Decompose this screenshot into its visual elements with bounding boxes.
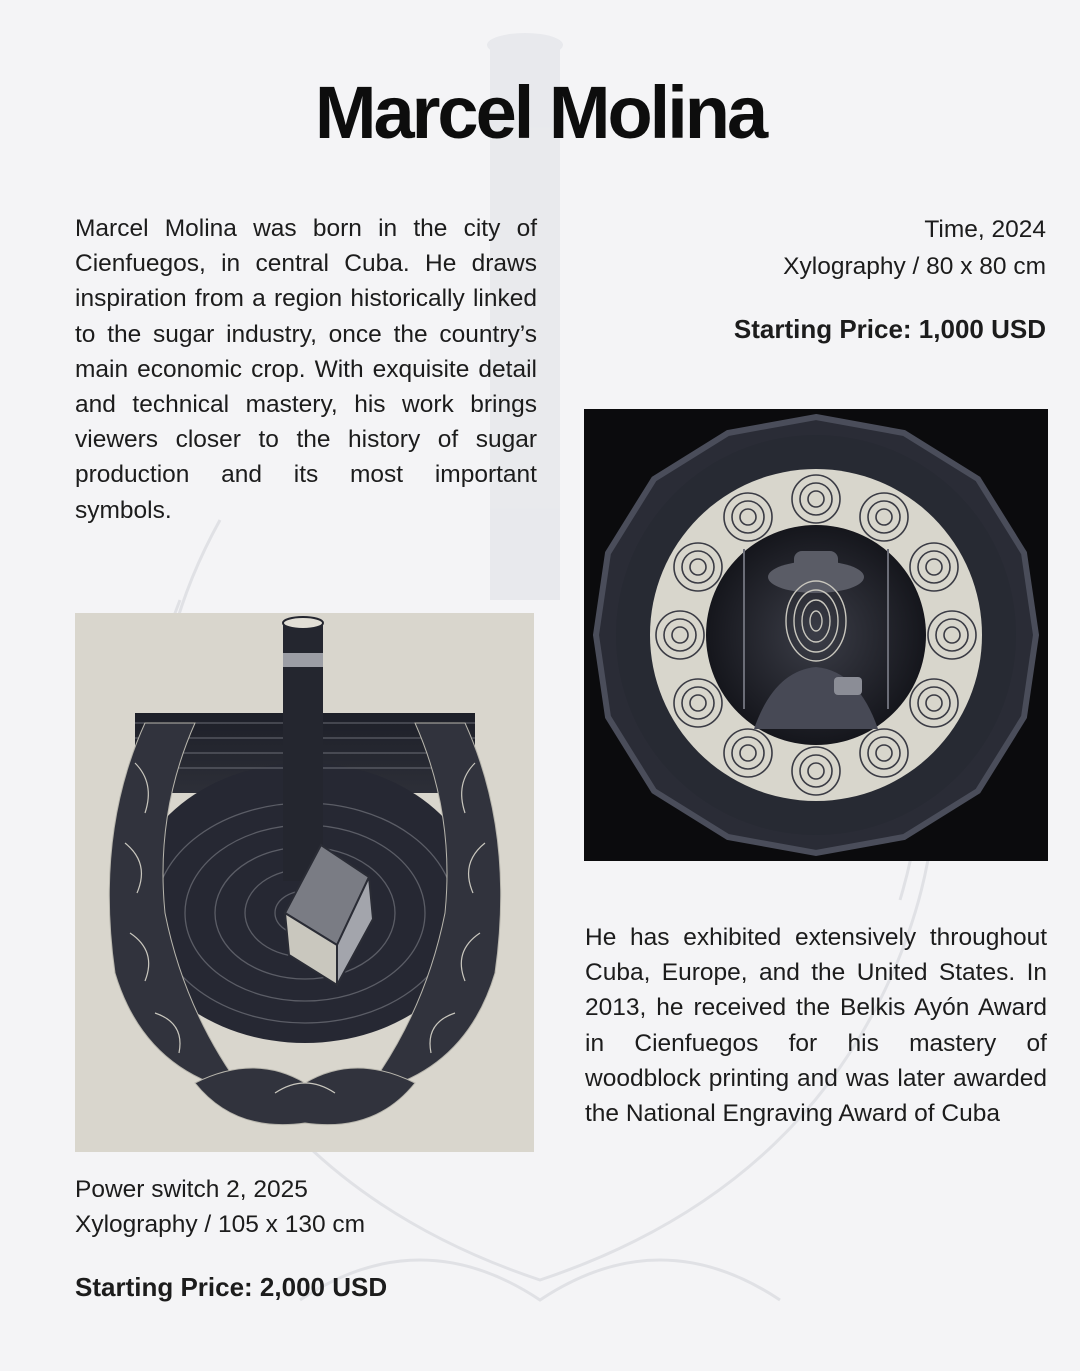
- artwork-info-power-switch: [75, 1172, 535, 1305]
- artwork-price: Starting Price: 2,000 USD: [75, 1272, 388, 1302]
- artwork-medium: Xylography / 80 x 80 cm: [783, 253, 1046, 280]
- artwork-image-power-switch: [75, 613, 534, 1152]
- artwork-medium: Xylography / 105 x 130 cm: [75, 1211, 366, 1238]
- artwork-title: Power switch 2, 2025: [75, 1176, 308, 1203]
- artwork-image-time: [584, 409, 1048, 861]
- artwork-title: Time, 2024: [924, 216, 1046, 243]
- chimney: [283, 617, 323, 881]
- artwork-price: Starting Price: 1,000 USD: [733, 314, 1046, 344]
- page-title: Marcel Molina: [314, 71, 766, 154]
- bio-career: He has exhibited extensively throughout Cuba, Europe, and the United States. In 2013, he received the Belkis Ayón Award in Cienfuegos for his mastery of woodblock printing and was later awarded the National Engraving Award of Cuba: [585, 924, 1047, 1128]
- bio-intro: Marcel Molina was born in the city of Cienfuegos, in central Cuba. He draws inspiration from a region historically linked to the sugar industry, once the country’s main economic crop. With exquisite detail and technical mastery, his work brings viewers closer to the history of sugar production and its most important symbols.: [75, 215, 537, 524]
- artwork-info-time: [626, 211, 1046, 348]
